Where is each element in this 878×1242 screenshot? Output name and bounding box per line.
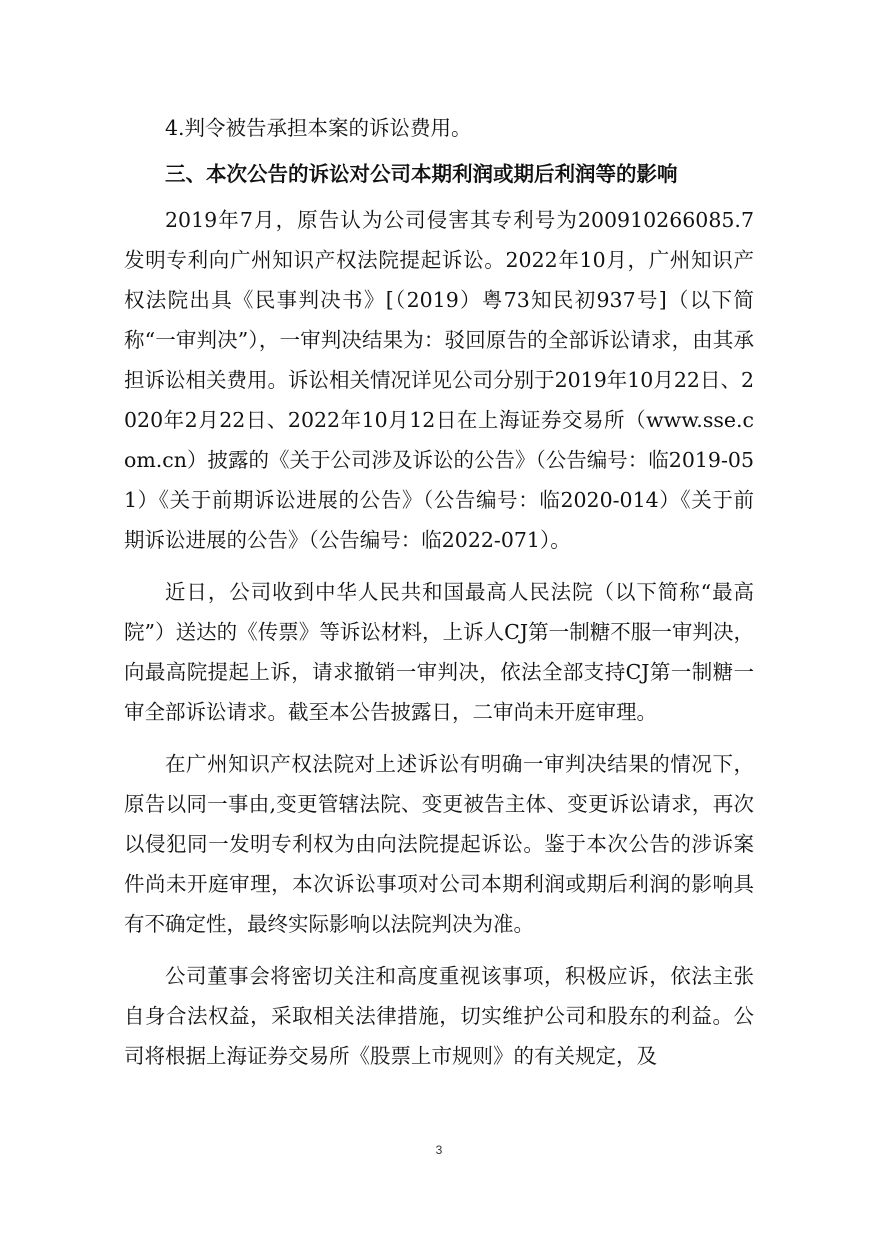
- page-number: 3: [435, 1143, 443, 1157]
- paragraph-board-statement: 公司董事会将密切关注和高度重视该事项，积极应诉，依法主张自身合法权益，采取相关法律措施，切实维护公司和股东的利益。公司将根据上海证券交易所《股票上市规则》的有关规定，及: [124, 964, 754, 1068]
- spacer: [124, 732, 754, 744]
- paragraph-appeal: 近日，公司收到中华人民共和国最高人民法院（以下简称“最高院”）送达的《传票》等诉讼材料，上诉人CJ第一制糖不服一审判决，向最高院提起上诉，请求撤销一审判决，依法全部支持CJ第一制糖一审全部诉讼请求。截至本公告披露日，二审尚未开庭审理。: [124, 580, 754, 724]
- document-body: [124, 108, 754, 1076]
- claim-item-4: 4.判令被告承担本案的诉讼费用。: [165, 116, 472, 140]
- spacer: [124, 560, 754, 572]
- section-heading: 三、本次公告的诉讼对公司本期利润或期后利润等的影响: [165, 162, 678, 186]
- spacer: [124, 944, 754, 956]
- paragraph-new-lawsuit: 在广州知识产权法院对上述诉讼有明确一审判决结果的情况下，原告以同一事由,变更管辖法院、变更被告主体、变更诉讼请求，再次以侵犯同一发明专利权为由向法院提起诉讼。鉴于本次公告的涉诉案件尚未开庭审理，本次诉讼事项对公司本期利润或期后利润的影响具有不确定性，最终实际影响以法院判决为准。: [124, 752, 754, 936]
- paragraph-litigation-history: 2019年7月，原告认为公司侵害其专利号为200910266085.7发明专利向广州知识产权法院提起诉讼。2022年10月，广州知识产权法院出具《民事判决书》[（2019）粤73知民初937号]（以下简称“一审判决”），一审判决结果为：驳回原告的全部诉讼请求，由其承担诉讼相关费用。诉讼相关情况详见公司分别于2019年10月22日、2020年2月22日、2022年10月12日在上海证券交易所（www.sse.com.cn）披露的《关于公司涉及诉讼的公告》（公告编号：临2019-051）《关于前期诉讼进展的公告》（公告编号：临2020-014）《关于前期诉讼进展的公告》（公告编号：临2022-071）。: [124, 208, 754, 552]
